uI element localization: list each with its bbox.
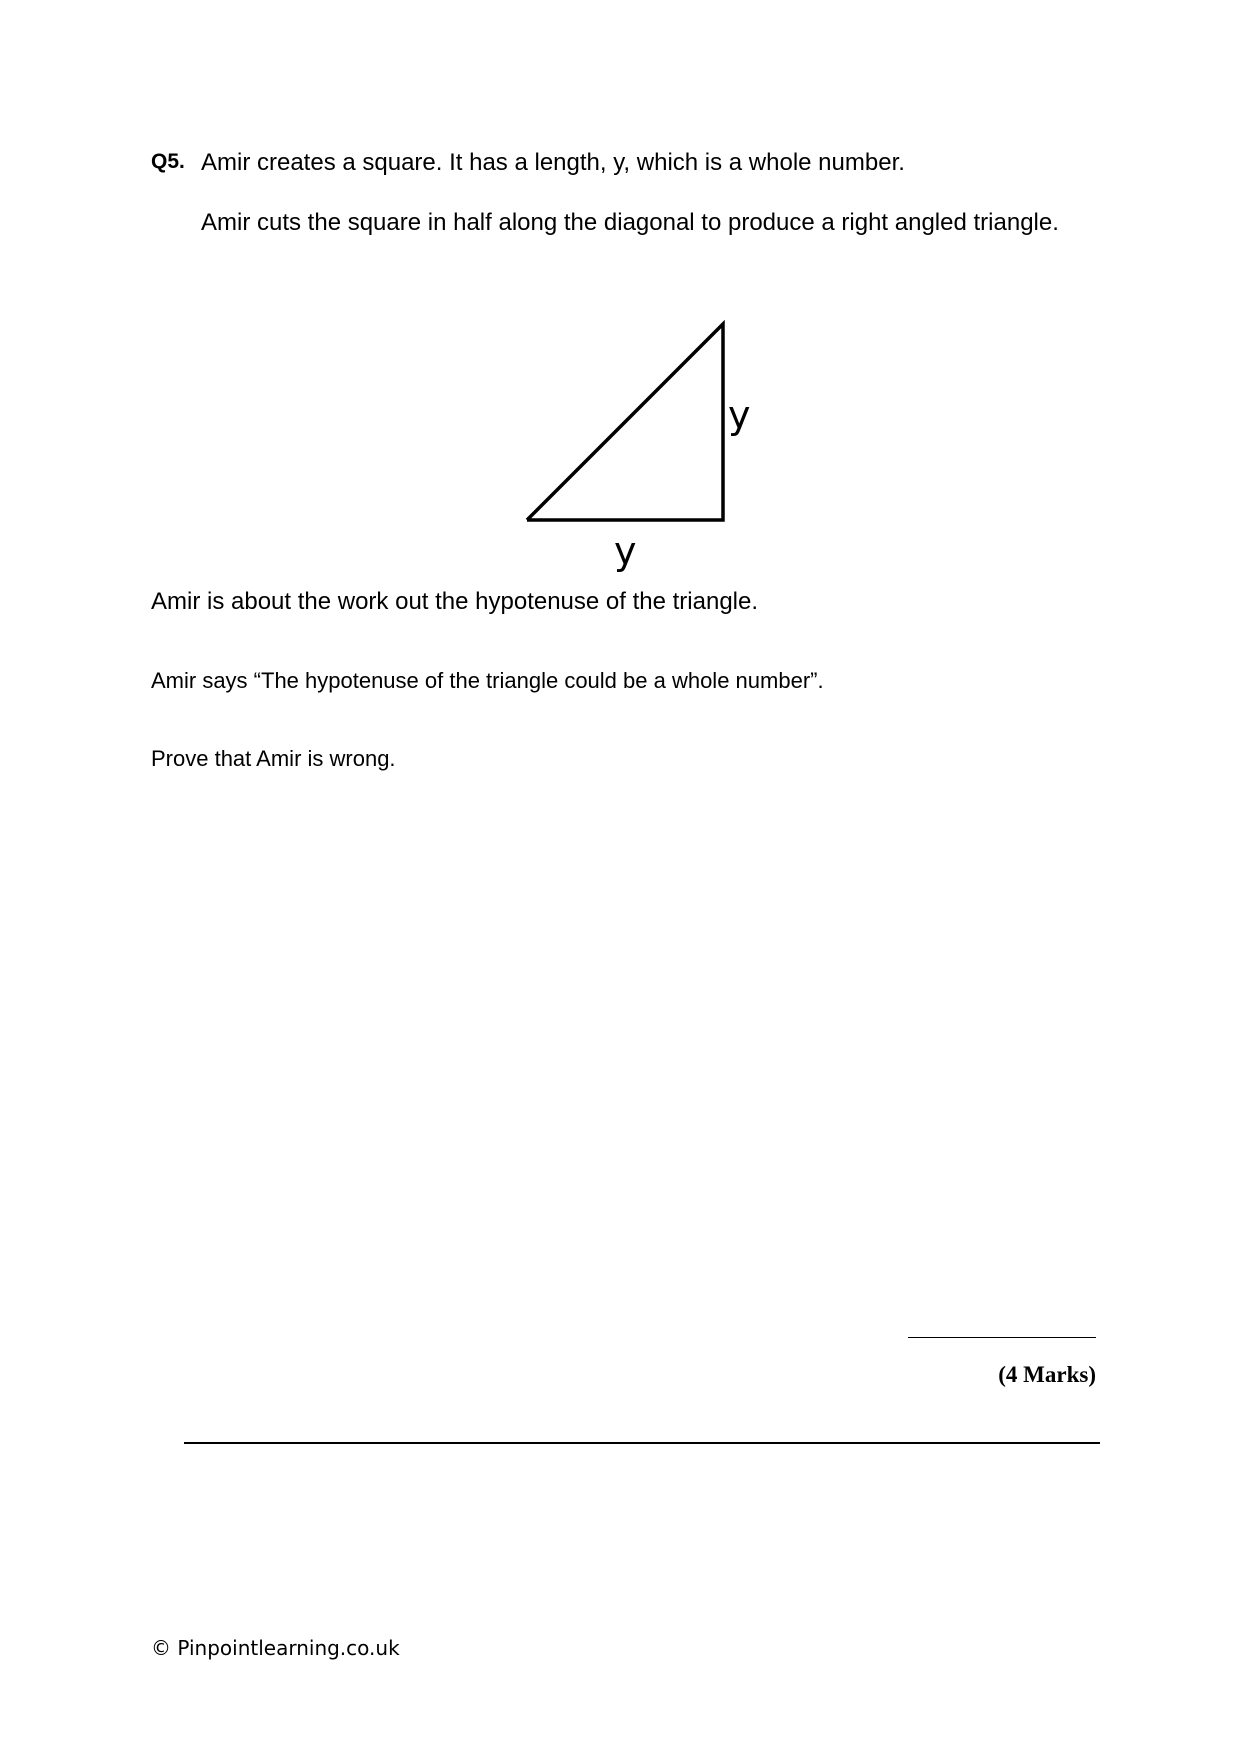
marks-label: (4 Marks) bbox=[998, 1362, 1096, 1387]
question-number: Q5. bbox=[151, 150, 185, 173]
question-paragraph: Amir cuts the square in half along the diagonal to produce a right angled triangle. bbox=[201, 209, 1059, 236]
answer-line[interactable] bbox=[908, 1337, 1096, 1338]
horizontal-side-label: y bbox=[614, 529, 637, 573]
question-intro: Amir creates a square. It has a length, y, which is a whole number. bbox=[201, 149, 905, 176]
task-text: Prove that Amir is wrong. bbox=[151, 746, 396, 771]
quote-text: Amir says “The hypotenuse of the triangle could be a whole number”. bbox=[151, 668, 824, 693]
section-divider bbox=[184, 1442, 1100, 1444]
vertical-side-label: y bbox=[728, 393, 751, 437]
statement-text: Amir is about the work out the hypotenuse of the triangle. bbox=[151, 588, 759, 615]
triangle-outline bbox=[527, 324, 723, 520]
right-triangle-diagram bbox=[500, 300, 780, 580]
footer-copyright: © Pinpointlearning.co.uk bbox=[151, 1636, 400, 1660]
